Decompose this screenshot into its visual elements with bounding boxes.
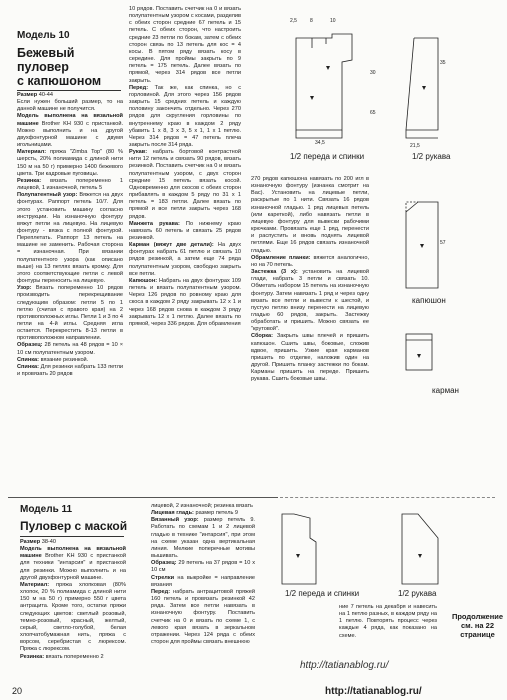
paragraph-text: размер петель 9. Работать по схемам 1 и 2 лицевой гладью в технике "интарсия", при этом на схеме указан одна вертикальная линия. Мелкие поперечные мотивы вышивать. [151, 517, 255, 560]
paragraph-heading: Спинка: [17, 356, 40, 363]
model-11-sleeve-caption: 1/2 рукава [398, 589, 437, 598]
paragraph [151, 503, 255, 510]
paragraph [251, 333, 369, 383]
paragraph [129, 85, 241, 149]
paragraph [129, 6, 241, 85]
pocket-pattern [398, 330, 468, 386]
paragraph-text: пряжа "Zimba Top" (80 % шерсть, 20% полиамида с длиной нити 150 м на 50 г) примерно 1400 бежевого цвета. Три кадровые пуговицы. [17, 149, 123, 177]
section-divider [8, 497, 278, 498]
model-10-column-2 [129, 6, 241, 484]
paragraph-text: набрать бортовой контрастной нити 12 петель и связать 90 рядов, вязать резинкой. Поставить счетчик на 0 и вязать полупатентным узором, с двух сторон средние 15 петель вязать косой. Одновременно для скосов с обеих сторон прибавлять в каждом 5 ряду по 31 х 1 петель = 183 петли. Далее вязать по прямой и все петли закрыть через 168 рядов. [129, 149, 241, 220]
paragraph-text: 38-40 [40, 539, 57, 545]
paragraph-text: Brother KH 930 с пристанкой для техники "интарсия" и пристанкой для резинки. Можно выполнить и на другой двухфонтурной машине. [20, 553, 126, 581]
title-line: Бежевый [17, 46, 75, 60]
dim-label: 8 [310, 18, 313, 24]
paragraph-text: Вяжется на двух фонтурах. Раппорт петель 10/7. Для этого установить машину согласно инструкции. На изнаночную фонтуру вяжут петли на лицевую. На лицевую фонтуру - вязка с полной фонтурой. Переплетать. Раппорт 13 петель на машине не заменить. Рабочая сторона = изнаночная. При вязании полупатентного узора (как описано выше) на 13 петлях вязать кромку. Для этого соответствующие петли с левой фонтуры переносить на лицевую. [17, 192, 123, 285]
model-11-column-2 [151, 503, 255, 681]
paragraph [129, 242, 241, 278]
model-10-title [17, 46, 101, 88]
paragraph [17, 364, 123, 378]
dim-label: 65 [370, 110, 376, 116]
paragraph-heading: Манжета рукава: [129, 220, 180, 227]
model-10-front-back-pattern [282, 30, 368, 152]
paragraph [20, 654, 126, 661]
paragraph [129, 149, 241, 221]
paragraph-heading: Размер [17, 92, 38, 98]
paragraph-text: На двух фонтурах набрать 61 петлю и связать 10 рядов резинкой, а затем еще 74 ряда полупатентным узором, свободно закрыть все петли. [129, 242, 241, 277]
model-11-label: Модель 11 [20, 504, 73, 515]
model-10-column-3 [251, 176, 369, 494]
paragraph [17, 113, 123, 149]
model-11-title: Пуловер с маской [20, 519, 128, 533]
model-10-sleeve-pattern [398, 30, 468, 152]
paragraph-heading: Материал: [20, 581, 50, 588]
paragraph-heading: Лицевая гладь: [151, 510, 194, 517]
model-10-label: Модель 10 [17, 30, 70, 41]
hood-caption: капюшон [412, 296, 446, 305]
paragraph-text: 10 рядов. Поставить счетчик на 0 и вязать полупатентным узором с косами, разделив с обеих сторон средние 67 петель и 15 петель. С обеих сторон, что настроить средние 23 петли по бокам, затем с обеих сторон связь по 13 петель для кос = 4 косы. В пятом ряду вязать косу в середине. Для проймы закрыть по 9 петель = 175 петель. Далее вязать по прямой, через 314 рядов все петли закрыть. [129, 6, 241, 84]
continued-note [448, 612, 507, 639]
paragraph-heading: Материал: [17, 149, 47, 156]
paragraph [17, 178, 123, 192]
paragraph-heading: Стрелки [151, 574, 175, 581]
paragraph-heading: Обрамление планки: [251, 254, 311, 261]
footer-url: http://tatianablog.ru/ [325, 686, 422, 697]
model-10-column-1 [17, 92, 123, 490]
paragraph-heading: Модель выполнена на вязальной машине [20, 546, 126, 560]
page-number: 20 [12, 686, 23, 696]
paragraph-heading: Сборка: [251, 333, 274, 340]
paragraph-text: 29 петель на 37 рядов = 10 х 10 см [151, 560, 255, 574]
dim-label: 2,5 [290, 18, 297, 24]
paragraph [20, 546, 126, 582]
paragraph-text: По нижнему краю навязать 60 петель и связать 25 рядов резинкой. [129, 220, 241, 241]
paragraph-heading: Вязанный узор: [151, 517, 199, 524]
paragraph-heading: Перед: [151, 588, 171, 595]
paragraph [129, 221, 241, 242]
paragraph [17, 285, 123, 342]
paragraph-heading: Рукав: [129, 149, 148, 156]
paragraph-text: вяжется аналогично, но на 70 петель. [251, 254, 369, 268]
watermark-url: http://tatianablog.ru/ [300, 660, 389, 671]
paragraph-text: размер петель 9 [193, 510, 239, 517]
paragraph-text: Закрыть швы плечей и пришить капюшон. Сшить швы, боковые, сложив вдвое, пришить. Узкие края карманов пришить по отделке, наложив один на другой. Пришить планку застежки по бокам. Карманы пришить на переде. Пришить рукава. Сшить боковые швы. [251, 333, 369, 383]
title-line: с капюшоном [17, 74, 102, 88]
paragraph [17, 192, 123, 285]
paragraph [20, 582, 126, 654]
paragraph-text: ние 7 петель на декабря и навесить на 1 петлю разных, в каждом ряду на 1 петлю. Повторять процесс через каждые 4 ряда, как показано на схеме. [339, 604, 437, 639]
paragraph [17, 357, 123, 364]
paragraph-text: на выкройке = направление вязания [151, 574, 255, 588]
paragraph-heading: Полупатентный узор: [17, 192, 78, 199]
paragraph-text: вязание резинкой. [39, 356, 89, 363]
dim-label: 10 [330, 18, 336, 24]
paragraph-text: 270 рядов капюшона навязать по 200 игл в изнаночную фонтуру (изнанка смотрит на Вас). Установить на лицевые петли, раскрытые по 1 нити. Связать 16 рядов изнаночной гладью. 1 ряд лицевых петель (или кареткой), либо навязать петли в лицевую фонтуру для вывески рабочими крючками. Провязать еще 1 ряд, перенести и распустить и вновь поднять лицевой петлями. Еще 16 рядов связать изнаночной гладью. [251, 176, 369, 254]
paragraph-text: набрать антрацитовой пряжей 160 петель и провязать резинкой 42 ряда. Затем все петли навязать в изнаночную фонтуру. Поставить счетчик на 0 и вязать по схеме 1, с левого края вязать в зеркальном отражении. Через 124 ряда с обеих сторон для проймы связать внешнюю [151, 588, 255, 645]
continued-line: Продолжение [451, 612, 504, 621]
paragraph-heading: Карман (вяжут две детали): [129, 242, 214, 249]
paragraph-text: Набрать на двух фонтурах 109 петель и вязать полупатентным узором. Через 126 рядов по ровному краю для скоса в каждом 2 ряду закрывать 12 х 1 и через 168 рядов снова в каждом 3 ряду закрывать 12 х 1 петлю. Далее вязать по прямой, через 336 рядов. Для обрамления [129, 277, 241, 327]
paragraph [151, 517, 255, 560]
paragraph-text: 40-44 [37, 92, 54, 98]
model-11-column-3 [339, 604, 437, 644]
paragraph [251, 269, 369, 333]
paragraph [151, 560, 255, 574]
dim-label: 21,5 [410, 143, 420, 149]
front-back-caption: 1/2 переда и спинки [290, 152, 365, 161]
paragraph [17, 342, 123, 356]
dim-label: 35 [440, 60, 446, 66]
paragraph-heading: Узор: [17, 285, 32, 292]
paragraph-heading: Модель выполнена на вязальной машине [17, 113, 123, 127]
pocket-caption: карман [432, 386, 459, 395]
hood-pattern [398, 188, 474, 296]
paragraph-text: вязать попеременно 2 [44, 653, 104, 660]
paragraph-text: Вязать попеременно 10 рядов производить перекрещивание следующим образом: петли 5 по 1 петлю (считая с правого края) на 2 противоположных иглы. Петли 1 и 3 по 4 петли на 4-й иглы. Средняя игла остается. Перекрестить 8-13 петли в противоположном направлении. [17, 285, 123, 342]
paragraph-text: Если нужен больший размер, то на данной машине не получится. [17, 99, 123, 113]
paragraph [17, 149, 123, 178]
paragraph-heading: Капюшон: [129, 277, 158, 284]
model-11-column-1 [20, 539, 126, 681]
dim-label: 34,5 [315, 140, 325, 146]
paragraph-text: вязать попеременно 1 лицевой, 1 изнаночной, петель 5 [17, 177, 123, 192]
paragraph [251, 176, 369, 255]
title-underline [17, 90, 121, 91]
paragraph-heading: Образец: [17, 342, 43, 349]
paragraph-heading: Перед: [129, 84, 149, 91]
model-11-sleeve-pattern [392, 508, 452, 588]
paragraph-heading: Спинка: [17, 363, 40, 370]
paragraph-text: пряжа хлопковая (80% хлопок, 20 % полиамида с длиной нити 150 м на 50 г) примерно 550 г цвета антрацита. Кроме того, остатки пряжи следующих цветов: светлый розовый, темно-розовый, красный, желтый, серый, светло-голубой, белая хлопчатобумажная нить, пряжа с ворсом, серебристая с люрексом. Пряжа с люрексом. [20, 581, 126, 653]
model-11-front-back-caption: 1/2 переда и спинки [285, 589, 360, 598]
paragraph [251, 255, 369, 269]
paragraph [151, 575, 255, 589]
paragraph-heading: Застежка (3 х): [251, 269, 298, 276]
paragraph [129, 278, 241, 328]
paragraph [17, 99, 123, 113]
model-11-front-back-pattern [272, 508, 352, 588]
dim-label: 57 [440, 240, 446, 246]
paragraph-text: установить на лицевой глади, набрать 3 петли и связать 10. Обметать набором 15 петель на изнаночную фонтуру. Затем навязать 1 ряд и через одну вязать все петли и вывести к шестой, и пустую петлю внизу перенести на лицевую гладью 60 рядов, закрыть. Застежку обработать и пришить. Можно связать ее "крутовой". [251, 269, 369, 333]
dim-label: 30 [370, 70, 376, 76]
paragraph-text: лицевой, 2 изнаночной; резинка вязать [151, 503, 253, 509]
title-underline [20, 536, 124, 537]
section-divider-dashed [280, 497, 495, 498]
paragraph-text: Для резинки набрать 133 петли и провязать 20 рядов [17, 363, 123, 378]
paragraph-text: Brother KH 930 с пристанкой. Можно выполнить и на другой двухфонтурной машине с двумя игольницами. [17, 120, 123, 149]
paragraph-heading: Резинка: [17, 177, 42, 184]
paragraph-heading: Размер [20, 539, 41, 545]
paragraph [339, 604, 437, 640]
sleeve-caption: 1/2 рукава [412, 152, 451, 161]
paragraph [151, 589, 255, 646]
paragraph-text: 28 петель на 48 рядов = 10 × 10 см полупатентным узором. [17, 342, 123, 356]
paragraph-heading: Резинка: [20, 653, 45, 660]
title-line: пуловер [17, 60, 69, 74]
paragraph-heading: Образец: [151, 560, 177, 567]
paragraph-text: Так же, как спинка, но с горловиной. Для этого через 156 рядов закрыть 15 средних петель и каждую половину закончить отдельно. Через 270 рядов для скругления горловины по внутреннему краю в каждом 2 ряду убавить 1 х 8, 3 х 3, 5 х 1, 1 х 1 петлю. Через 314 рядов = 47 петель плеча закрыть после 314 ряда. [129, 84, 241, 148]
continued-line: см. на 22 странице [460, 621, 495, 639]
